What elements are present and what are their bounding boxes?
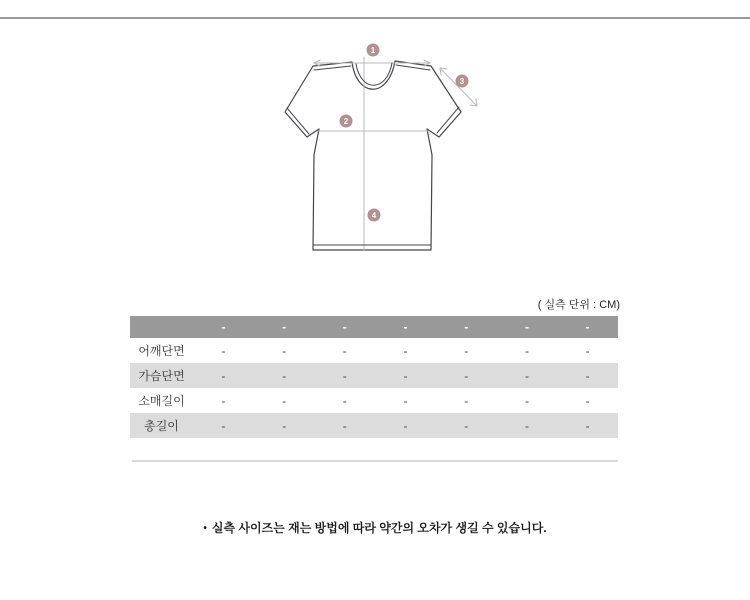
- size-table-header-cell: -: [221, 320, 226, 334]
- top-divider: [0, 17, 750, 19]
- size-cell: -: [221, 393, 226, 408]
- size-table: [130, 316, 618, 438]
- size-cell: -: [403, 343, 408, 358]
- size-cell: -: [403, 368, 408, 383]
- marker-chest: [340, 115, 353, 128]
- size-cell: -: [464, 418, 469, 433]
- marker-shoulder: [367, 44, 380, 57]
- size-table-header-cell: -: [524, 320, 529, 334]
- size-cell: -: [464, 343, 469, 358]
- disclaimer-text: 실측 사이즈는 재는 방법에 따라 약간의 오차가 생길 수 있습니다.: [211, 521, 547, 535]
- size-table-header-cell: -: [464, 320, 469, 334]
- size-table-header-cell: -: [403, 320, 408, 334]
- size-cell: -: [464, 393, 469, 408]
- size-cell: -: [464, 368, 469, 383]
- size-cell: -: [342, 418, 347, 433]
- size-cell: -: [282, 343, 287, 358]
- size-cell: -: [282, 368, 287, 383]
- size-cell: -: [221, 343, 226, 358]
- size-cell: -: [585, 393, 590, 408]
- size-cell: -: [282, 393, 287, 408]
- marker-shoulder-number: 1: [370, 46, 376, 55]
- size-row-label: 어깨단면: [138, 344, 185, 358]
- size-row-label: 총길이: [144, 419, 179, 433]
- size-table-row-length: [130, 413, 618, 438]
- measurement-disclaimer: [0, 519, 750, 536]
- size-table-row-chest: [130, 363, 618, 388]
- size-cell: -: [221, 368, 226, 383]
- size-row-label: 가슴단면: [138, 369, 185, 383]
- size-table-header-cell: -: [282, 320, 287, 334]
- marker-sleeve-number: 3: [459, 77, 465, 86]
- size-table-header-cell: -: [342, 320, 347, 334]
- size-cell: -: [524, 368, 529, 383]
- measurement-unit-note: ( 실측 단위 : CM): [537, 299, 620, 311]
- size-cell: -: [342, 393, 347, 408]
- tshirt-measurement-diagram: [270, 38, 490, 270]
- bullet-icon: •: [203, 523, 207, 534]
- size-cell: -: [342, 343, 347, 358]
- tshirt-outline: [285, 61, 461, 250]
- marker-length: [368, 209, 381, 222]
- bottom-divider: [132, 460, 618, 462]
- size-cell: -: [403, 418, 408, 433]
- size-table-header-cell: -: [585, 320, 590, 334]
- size-cell: -: [342, 368, 347, 383]
- size-cell: -: [221, 418, 226, 433]
- size-cell: -: [585, 368, 590, 383]
- marker-chest-number: 2: [343, 117, 349, 126]
- size-table-row-sleeve: [130, 388, 618, 413]
- size-cell: -: [524, 418, 529, 433]
- size-cell: -: [282, 418, 287, 433]
- marker-sleeve: [456, 75, 469, 88]
- size-cell: -: [524, 343, 529, 358]
- size-cell: -: [585, 418, 590, 433]
- size-cell: -: [403, 393, 408, 408]
- size-cell: -: [524, 393, 529, 408]
- size-table-row-shoulder: [130, 338, 618, 363]
- size-table-header-row: [130, 316, 618, 338]
- size-row-label: 소매길이: [138, 394, 185, 408]
- size-cell: -: [585, 343, 590, 358]
- marker-length-number: 4: [371, 211, 377, 220]
